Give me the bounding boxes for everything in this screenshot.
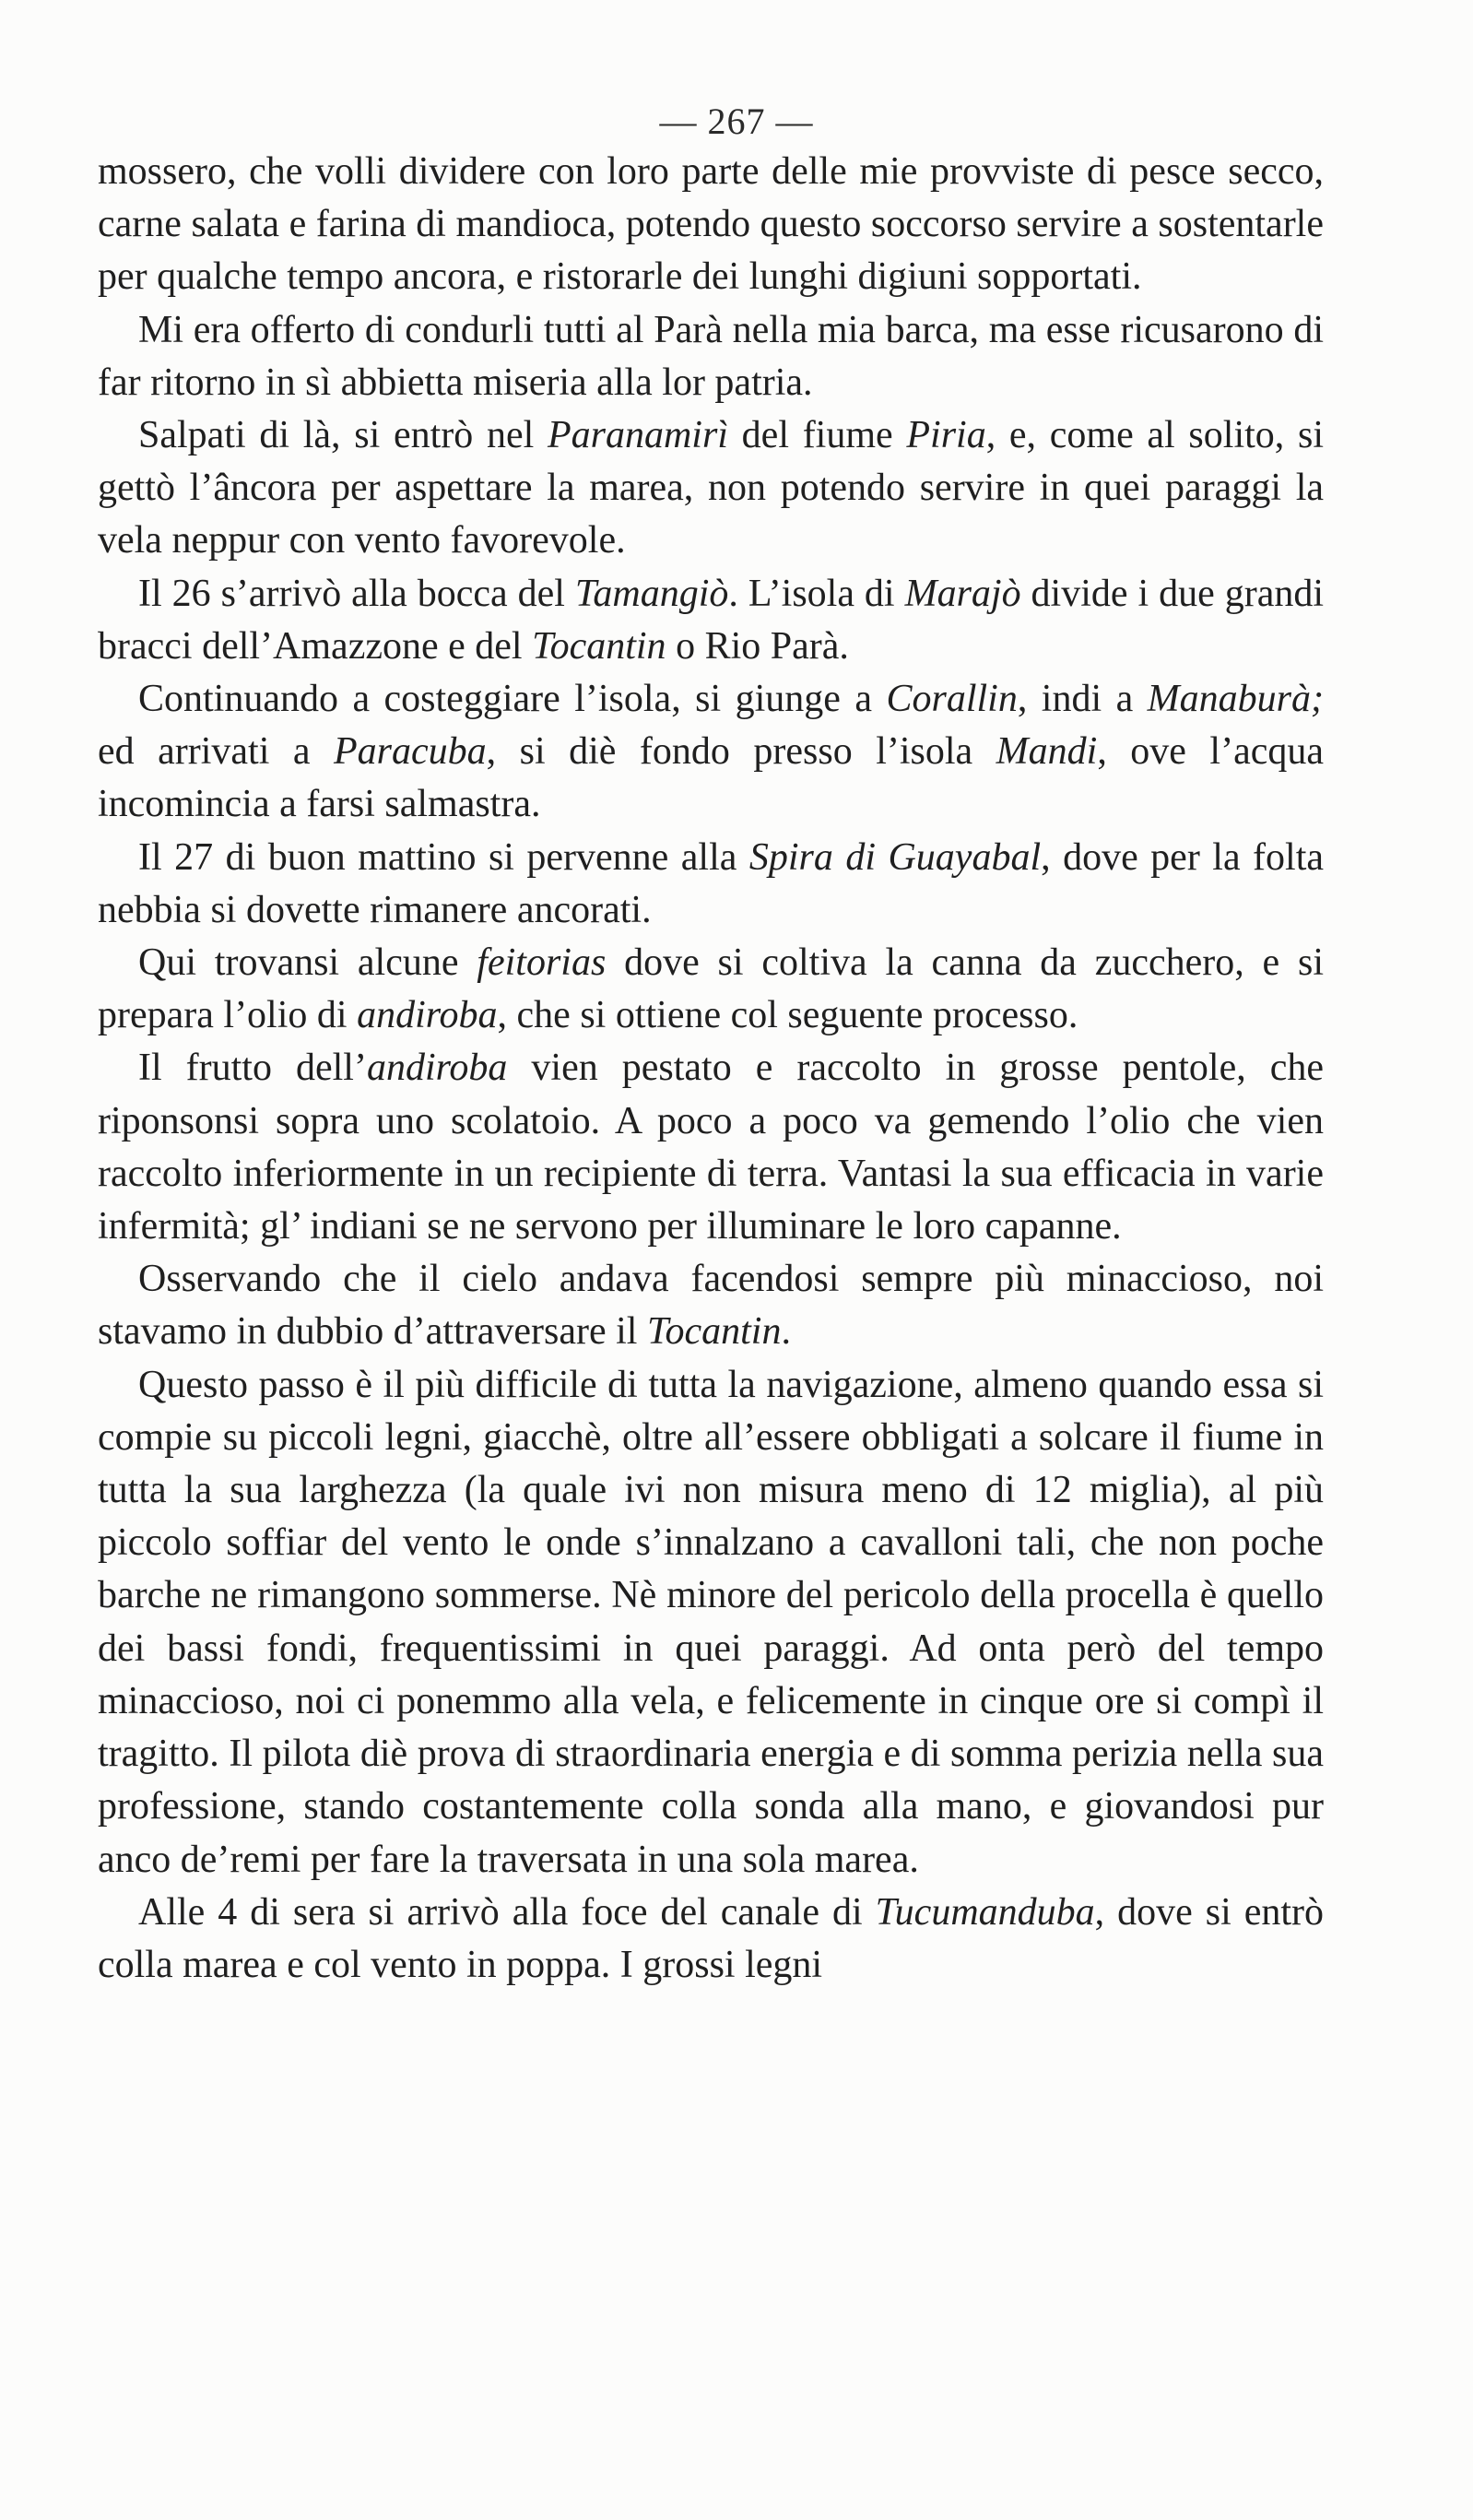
text-run: del fiume [727,414,907,457]
paragraph [98,1042,1324,1253]
paragraph [98,1359,1324,1887]
paragraph [98,673,1324,832]
paragraph [98,1887,1324,1992]
text-run: divide i due grandi bracci dell’Amazzone e del [98,572,1325,668]
text-run: , indi a [1017,678,1148,721]
paragraph [98,146,1324,304]
text-run: , si diè fondo presso l’isola [486,730,996,774]
italic-term: Paracuba [334,730,487,774]
text-run: ed arrivati a [98,730,334,774]
italic-term: Mandi [996,730,1098,774]
paragraph [98,304,1324,409]
text-run: Il 27 di buon mattino si pervenne alla [138,835,749,879]
italic-term: andiroba [366,1047,508,1090]
italic-term: andiroba [357,994,498,1037]
text-run: vien pestato e raccolto in grosse pentole, che riponsonsi sopra uno scolatoio. A poco a poco va gemendo l’olio che vien raccolto inferiormente in un recipiente di terra. Vantasi la sua efficacia in varie infermità; gl’ indiani se ne servono per illuminare le loro capanne. [98,1047,1325,1248]
text-run: Il 26 s’arrivò alla bocca del [138,572,575,615]
italic-term: Spira di Guayabal [748,835,1042,879]
body-text [98,146,1324,1992]
paragraph [98,409,1324,568]
text-run: dove si coltiva la canna da zucchero, e si prepara l’olio di [98,941,1325,1037]
italic-term: Manaburà; [1147,678,1324,721]
italic-term: Tocantin [646,1310,782,1354]
italic-term: Tucumanduba [875,1890,1095,1934]
text-run: mossero, che volli dividere con loro parte delle mie provviste di pesce secco, carne salata e farina di mandioca, potendo questo soccorso servire a sostentarle per qualche tempo ancora, e ristorarle dei lunghi digiuni sopportati. [98,150,1324,299]
italic-term: Corallin [886,678,1018,721]
text-run: Qui trovansi alcune [138,941,477,985]
italic-term: Tocantin [532,624,666,668]
text-run: . [781,1310,791,1354]
text-run: . L’isola di [728,572,905,615]
text-run: Mi era offerto di condurli tutti al Parà nella mia barca, ma esse ricusarono di far ritorno in sì abbietta miseria alla lor patria. [98,308,1324,404]
text-run: , che si ottiene col seguente processo. [497,994,1078,1037]
italic-term: feitorias [477,941,607,985]
text-run: , ove l’acqua incomincia a farsi salmastra. [98,730,1324,826]
text-run: o Rio Parà. [666,624,849,668]
italic-term: Tamangiò [574,572,729,615]
paragraph [98,937,1324,1042]
page-number: — 267 — [659,101,814,142]
text-run: , e, come al solito, si gettò l’âncora per aspettare la marea, non potendo servire in quei paraggi la vela neppur con vento favorevole. [98,414,1324,562]
paragraph [98,832,1324,937]
text-run: Il frutto dell’ [138,1047,367,1090]
text-run: Salpati di là, si entrò nel [138,414,548,457]
italic-term: Piria [906,414,986,457]
paragraph [98,568,1324,673]
italic-term: Paranamirì [547,414,728,457]
text-run: Continuando a costeggiare l’isola, si giunge a [138,678,887,721]
text-run: Alle 4 di sera si arrivò alla foce del canale di [138,1890,876,1934]
text-run: Osservando che il cielo andava facendosi sempre più minaccioso, noi stavamo in dubbio d’attraversare il [98,1258,1324,1354]
text-run: Questo passo è il più difficile di tutta la navigazione, almeno quando essa si compie su piccoli legni, giacchè, oltre all’essere obbligati a solcare il fiume in tutta la sua larghezza (la quale ivi non misura meno di 12 miglia), al più piccolo soffiar del vento le onde s’innalzano a cavalloni tali, che non poche barche ne rimangono sommerse. Nè minore del pericolo della procella è quello dei bassi fondi, frequentissimi in quei paraggi. Ad onta però del tempo minaccioso, noi ci ponemmo alla vela, e felicemente in cinque ore si compì il tragitto. Il pilota diè prova di straordinaria energia e di somma perizia nella sua professione, stando costantemente colla sonda alla mano, e giovandosi pur anco de’remi per fare la traversata in una sola marea. [98,1363,1324,1881]
text-run: , dove si entrò colla marea e col vento in poppa. I grossi legni [98,1890,1325,1986]
text-run: , dove per la folta nebbia si dovette rimanere ancorati. [98,835,1325,931]
italic-term: Marajò [904,572,1021,615]
paragraph [98,1253,1324,1358]
